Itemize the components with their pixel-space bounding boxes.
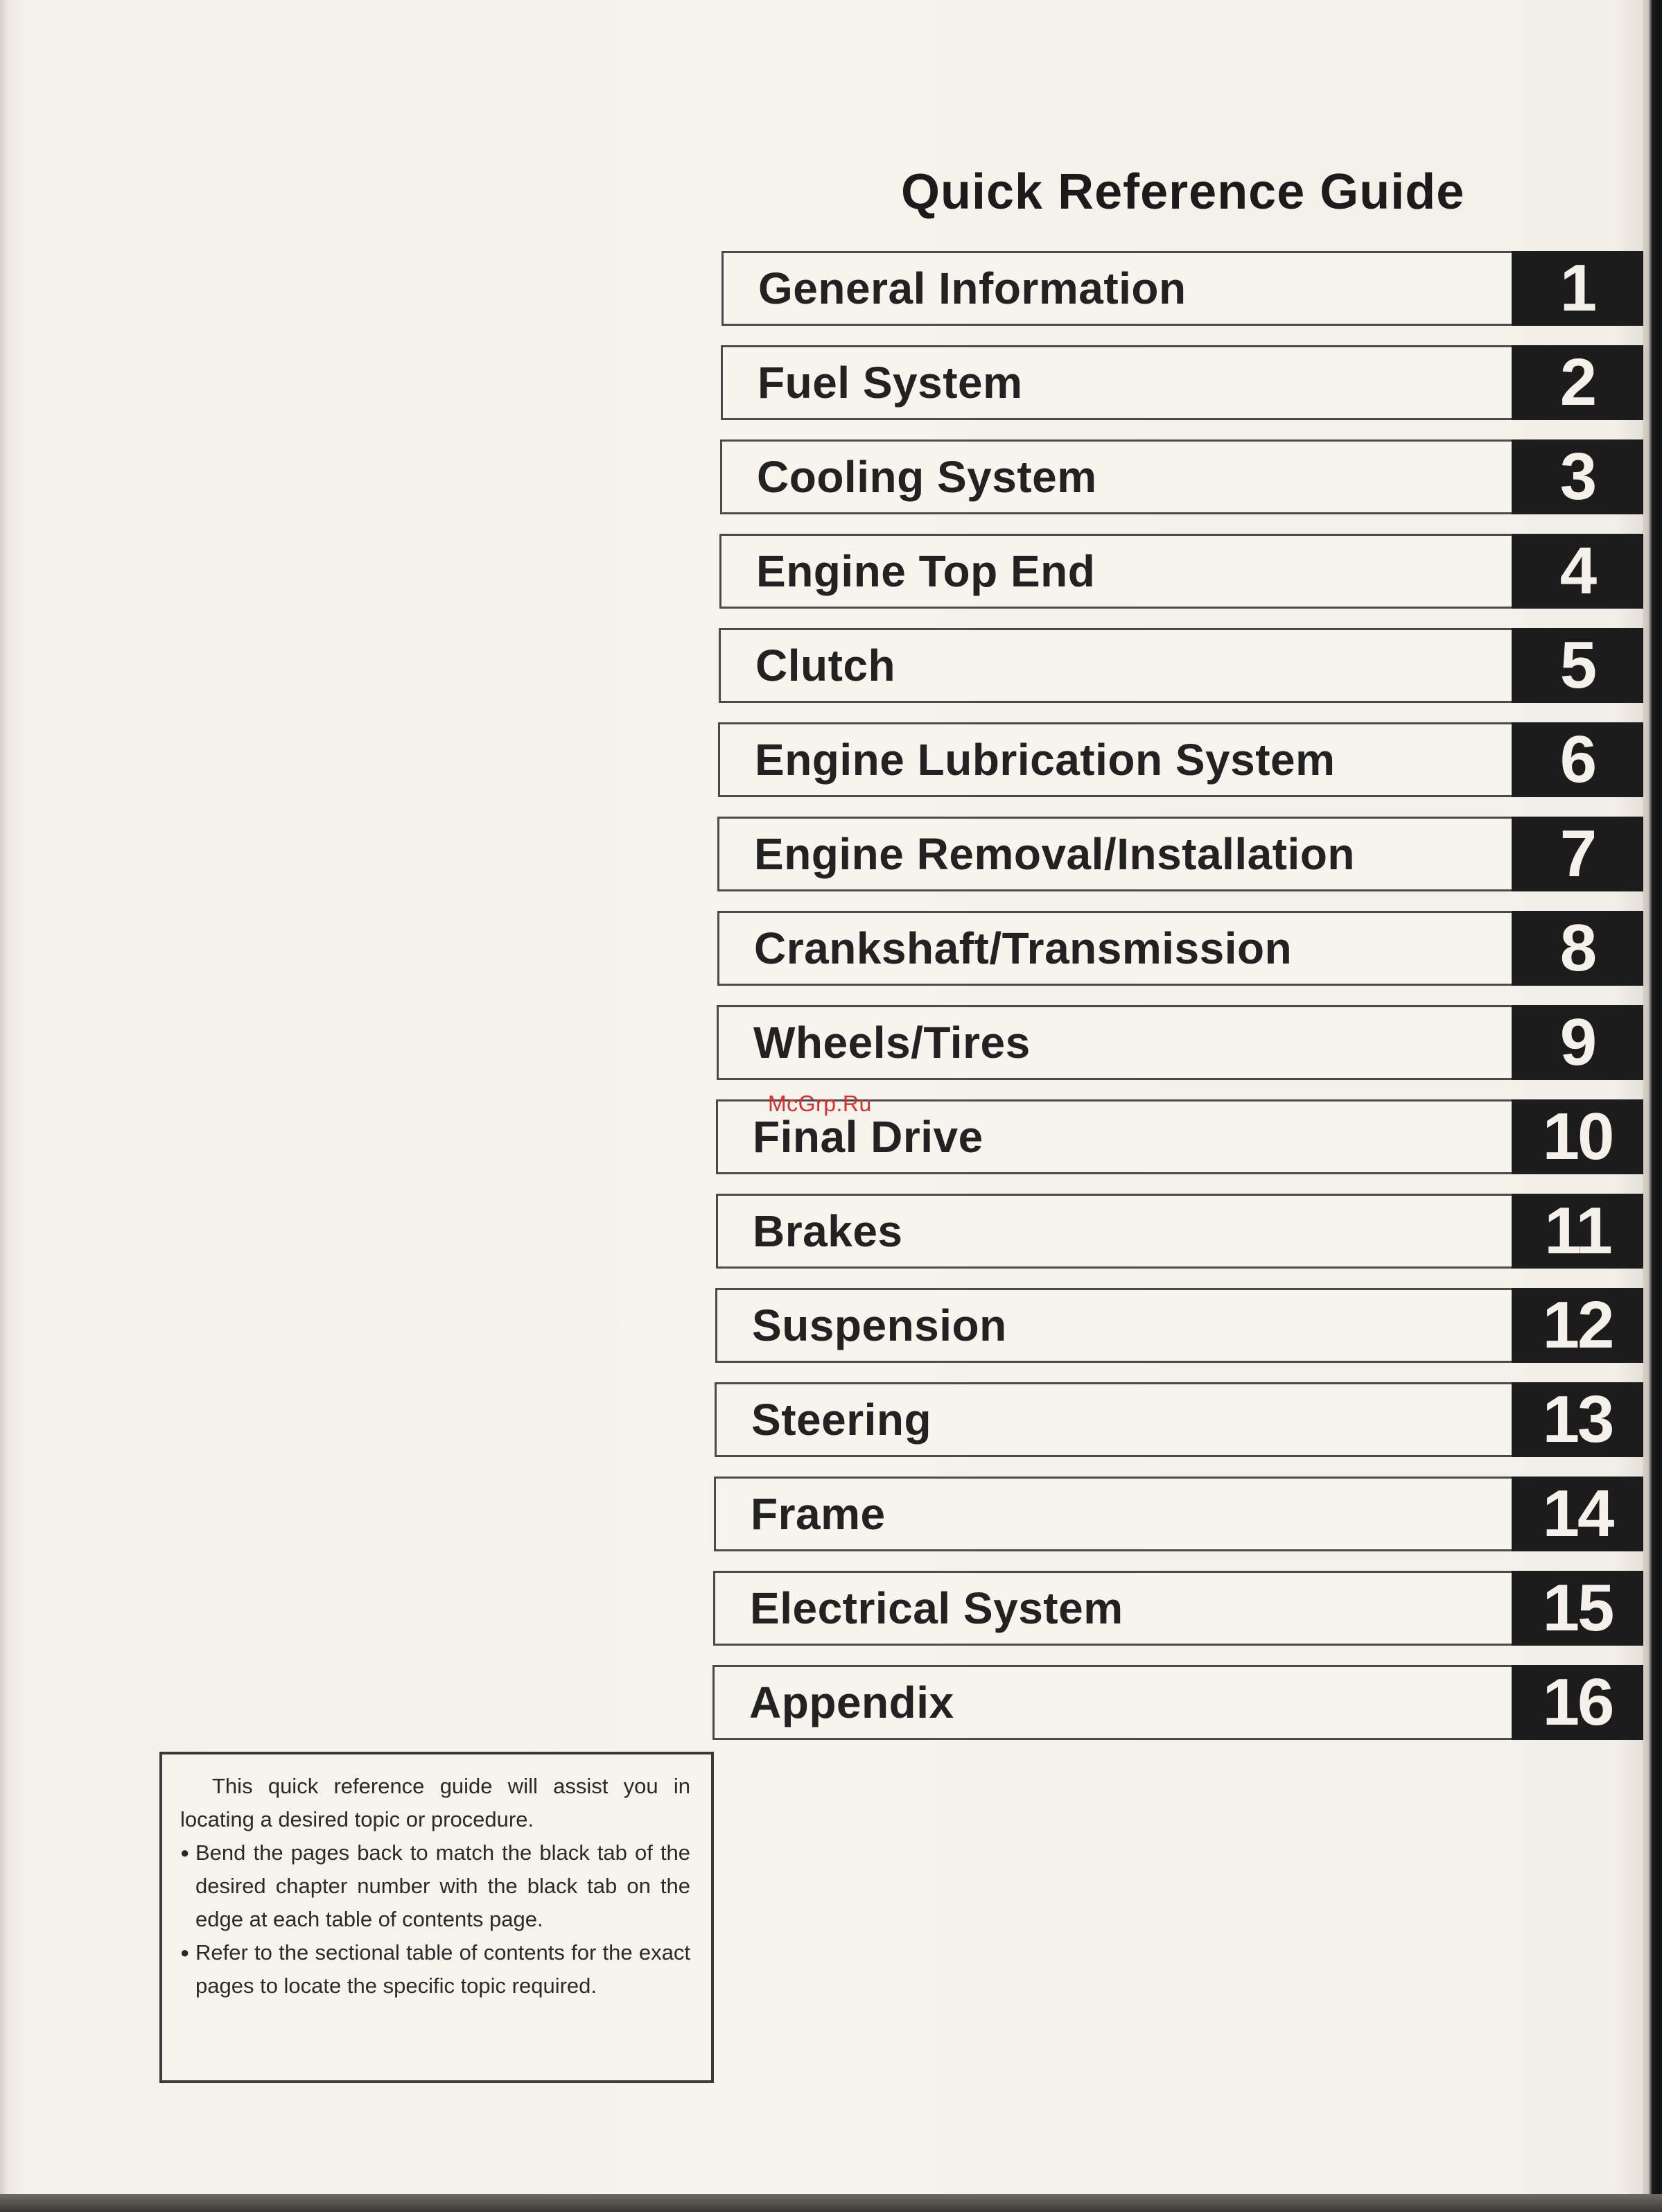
toc-label[interactable]: Frame — [714, 1477, 1512, 1551]
toc-label[interactable]: Wheels/Tires — [717, 1005, 1512, 1080]
toc-row-steering[interactable] — [715, 1382, 1643, 1457]
toc-row-engine-lubrication-system[interactable] — [718, 722, 1643, 797]
toc-label[interactable]: Suspension — [715, 1288, 1512, 1363]
toc-label[interactable]: Fuel System — [721, 345, 1512, 420]
toc-label[interactable]: Final Drive — [716, 1099, 1512, 1174]
page-left-edge — [0, 0, 8, 2212]
note-bullet-text: Bend the pages back to match the black tab of the desired chapter number with the black tab on the edge at each table of contents page. — [195, 1840, 690, 1931]
bullet-dot-icon: ● — [180, 1944, 190, 1961]
toc-label[interactable]: Appendix — [712, 1665, 1512, 1740]
note-bullet-item — [180, 1936, 690, 2003]
toc-tab-number[interactable]: 2 — [1512, 345, 1643, 420]
toc-label[interactable]: Engine Top End — [719, 534, 1512, 609]
toc-label[interactable]: Electrical System — [713, 1571, 1512, 1646]
toc-tab-number[interactable]: 14 — [1512, 1477, 1643, 1551]
toc-row-crankshaft-transmission[interactable] — [717, 911, 1643, 986]
toc-tab-number[interactable]: 4 — [1512, 534, 1643, 609]
toc-row-fuel-system[interactable] — [721, 345, 1643, 420]
page-bottom-edge — [0, 2194, 1662, 2212]
toc-tab-number[interactable]: 16 — [1512, 1665, 1643, 1740]
toc-label[interactable]: Engine Lubrication System — [718, 722, 1512, 797]
toc-tab-number[interactable]: 5 — [1512, 628, 1643, 703]
toc-tab-number[interactable]: 15 — [1512, 1571, 1643, 1646]
quick-reference-toc — [715, 251, 1643, 1759]
toc-row-suspension[interactable] — [715, 1288, 1643, 1363]
toc-tab-number[interactable]: 11 — [1512, 1194, 1643, 1269]
toc-label[interactable]: Clutch — [719, 628, 1512, 703]
note-bullet-item — [180, 1836, 690, 1936]
toc-tab-number[interactable]: 13 — [1512, 1382, 1643, 1457]
note-bullet-text: Refer to the sectional table of contents for the exact pages to locate the specific topic required. — [195, 1940, 690, 1998]
toc-tab-number[interactable]: 7 — [1512, 817, 1643, 891]
note-intro-text: This quick reference guide will assist you in locating a desired topic or procedure. — [180, 1774, 690, 1831]
toc-row-cooling-system[interactable] — [720, 439, 1643, 514]
site-watermark: McGrp.Ru — [768, 1091, 872, 1116]
toc-row-wheels-tires[interactable] — [717, 1005, 1643, 1080]
toc-tab-number[interactable]: 1 — [1512, 251, 1643, 326]
toc-label[interactable]: Crankshaft/Transmission — [717, 911, 1512, 986]
page-title: Quick Reference Guide — [901, 164, 1465, 220]
toc-row-appendix[interactable] — [712, 1665, 1643, 1740]
toc-tab-number[interactable]: 9 — [1512, 1005, 1643, 1080]
toc-tab-number[interactable]: 6 — [1512, 722, 1643, 797]
toc-label[interactable]: Engine Removal/Installation — [717, 817, 1512, 891]
bullet-dot-icon: ● — [180, 1844, 190, 1861]
usage-note-box — [159, 1752, 714, 2083]
toc-label[interactable]: Cooling System — [720, 439, 1512, 514]
toc-row-clutch[interactable] — [719, 628, 1643, 703]
toc-label[interactable]: Brakes — [716, 1194, 1512, 1269]
toc-tab-number[interactable]: 8 — [1512, 911, 1643, 986]
toc-row-frame[interactable] — [714, 1477, 1643, 1551]
toc-tab-number[interactable]: 3 — [1512, 439, 1643, 514]
toc-tab-number[interactable]: 12 — [1512, 1288, 1643, 1363]
toc-row-electrical-system[interactable] — [713, 1571, 1643, 1646]
toc-row-engine-removal-installation[interactable] — [717, 817, 1643, 891]
toc-tab-number[interactable]: 10 — [1512, 1099, 1643, 1174]
toc-row-brakes[interactable] — [716, 1194, 1643, 1269]
toc-label[interactable]: Steering — [715, 1382, 1512, 1457]
toc-row-general-information[interactable] — [721, 251, 1643, 326]
page-right-edge — [1643, 0, 1662, 2212]
toc-label[interactable]: General Information — [721, 251, 1512, 326]
toc-row-engine-top-end[interactable] — [719, 534, 1643, 609]
